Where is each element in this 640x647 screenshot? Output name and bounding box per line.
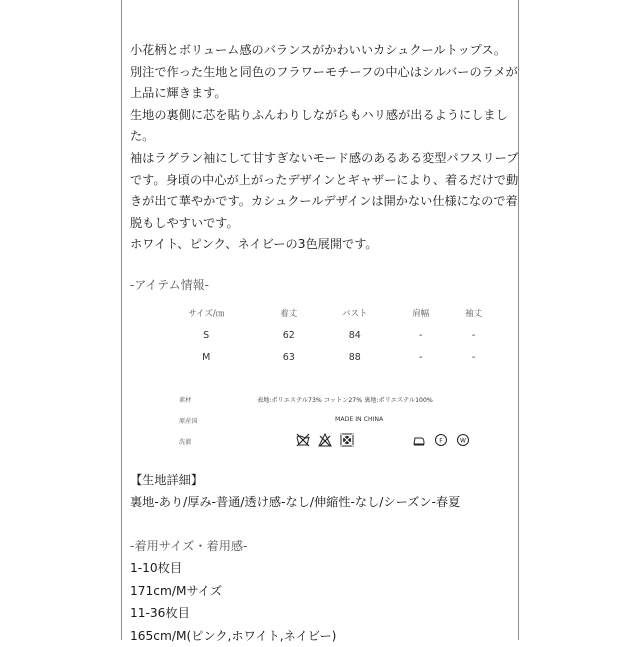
cell-sleeve: - xyxy=(471,351,476,363)
cell-size: M xyxy=(202,351,211,363)
description-line: きが出て華やかです。カシュクールデザインは開かない仕様になので着 xyxy=(130,194,518,209)
header-sleeve: 袖丈 xyxy=(465,309,483,319)
origin-value: MADE IN CHINA xyxy=(335,416,384,423)
wash-label: 洗濯 xyxy=(179,439,192,446)
description-line: 袖はラグラン袖にして甘すぎないモード感のあるある変型パフスリーブ xyxy=(130,150,519,165)
cell-shoulder: - xyxy=(419,329,423,341)
fit-title: -着用サイズ・着用感- xyxy=(130,539,248,553)
fit-line: 165cm/M(ピンク,ホワイト,ネイビー) xyxy=(130,628,337,643)
cell-size: S xyxy=(203,329,210,341)
svg-text:W: W xyxy=(460,437,466,445)
description-line: 脱もしやすいです。 xyxy=(130,215,239,230)
dry-clean-icon xyxy=(434,433,448,447)
description-line: 上品に輝きます。 xyxy=(130,86,227,101)
fit-line: 171cm/Mサイズ xyxy=(130,583,223,598)
description-line: 小花柄とボリューム感のバランスがかわいいカシュクールトップス。 xyxy=(130,43,507,57)
header-length: 着丈 xyxy=(280,309,298,319)
cell-length: 62 xyxy=(282,329,295,341)
spec-row-wash xyxy=(165,432,505,453)
item-info-title: -アイテム情報- xyxy=(130,278,209,292)
no-tumble-dry-icon xyxy=(340,433,354,447)
spec-row-material xyxy=(165,390,505,411)
no-iron-icon xyxy=(412,433,426,447)
description-line: た。 xyxy=(130,129,155,144)
fit-line: 1-10枚目 xyxy=(130,561,183,576)
fit-line: 11-36枚目 xyxy=(130,606,190,621)
header-shoulder: 肩幅 xyxy=(412,309,430,319)
hand-wash-icon xyxy=(296,433,310,447)
product-description xyxy=(130,40,519,256)
cell-sleeve: - xyxy=(471,329,476,341)
fabric-details-text: 裏地-あり/厚み-普通/透け感-なし/伸縮性-なし/シーズン-春夏 xyxy=(130,494,461,509)
professional-wet-clean-icon xyxy=(456,433,470,447)
table-row xyxy=(150,346,500,368)
frame-right-border xyxy=(518,0,519,640)
cell-length: 63 xyxy=(282,351,295,363)
cell-bust: 88 xyxy=(348,351,361,363)
size-table-header xyxy=(150,302,500,324)
care-icons-left xyxy=(296,433,354,447)
origin-label: 原産国 xyxy=(179,418,198,425)
description-line: 別注で作った生地と同色のフラワーモチーフの中心はシルバーのラメが xyxy=(130,64,518,79)
description-line: ホワイト、ピンク、ネイビーの3色展開です。 xyxy=(130,237,378,252)
care-icons-right xyxy=(412,433,470,447)
no-bleach-icon xyxy=(318,433,332,447)
svg-text:F: F xyxy=(439,437,443,445)
cell-shoulder: - xyxy=(419,351,423,363)
spec-list xyxy=(165,390,505,453)
size-table xyxy=(150,302,500,368)
fit-info xyxy=(130,535,336,647)
material-label: 素材 xyxy=(179,397,192,404)
description-line: です。身頃の中心が上がったデザインとギャザーにより、着るだけで動 xyxy=(130,172,519,187)
header-bust: バスト xyxy=(341,309,368,319)
fabric-details xyxy=(130,470,460,513)
cell-bust: 84 xyxy=(348,329,361,341)
frame-left-border xyxy=(121,0,122,640)
table-row xyxy=(150,324,500,346)
material-value: 表地:ポリエステル73% コットン27% 裏地:ポリエステル100% xyxy=(257,397,433,404)
description-line: 生地の裏側に芯を貼りふんわりしながらもハリ感が出るようにしまし xyxy=(130,107,508,122)
header-size: サイズ/㎝ xyxy=(188,309,225,319)
fabric-details-title: 【生地詳細】 xyxy=(130,473,204,487)
spec-row-origin xyxy=(165,411,505,432)
